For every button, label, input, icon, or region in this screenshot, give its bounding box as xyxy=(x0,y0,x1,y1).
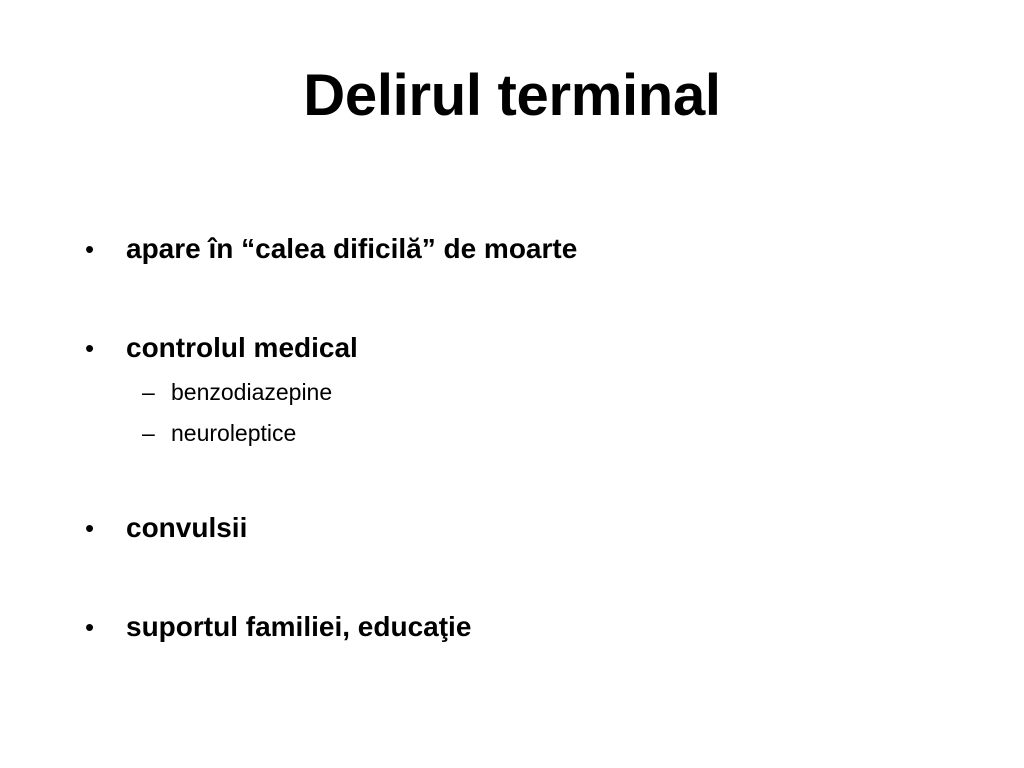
bullet-text: suportul familiei, educaţie xyxy=(126,611,472,642)
bullet-text: apare în “calea dificilă” de moarte xyxy=(126,233,578,264)
dash-icon: – xyxy=(142,379,155,405)
slide-title: Delirul terminal xyxy=(303,63,721,128)
bullet-item xyxy=(85,328,358,368)
dash-icon: – xyxy=(142,420,155,446)
bullet-icon: • xyxy=(85,333,95,363)
sub-bullet-text: neuroleptice xyxy=(171,420,297,446)
sub-bullet-text: benzodiazepine xyxy=(171,379,333,405)
bullet-item xyxy=(85,229,577,269)
sub-bullet-item xyxy=(142,377,332,407)
bullet-text: controlul medical xyxy=(126,332,358,363)
bullet-text: convulsii xyxy=(126,512,248,543)
bullet-item xyxy=(85,508,247,548)
bullet-icon: • xyxy=(85,612,95,642)
bullet-item xyxy=(85,607,471,647)
bullet-icon: • xyxy=(85,513,95,543)
bullet-icon: • xyxy=(85,234,95,264)
sub-bullet-item xyxy=(142,418,296,448)
